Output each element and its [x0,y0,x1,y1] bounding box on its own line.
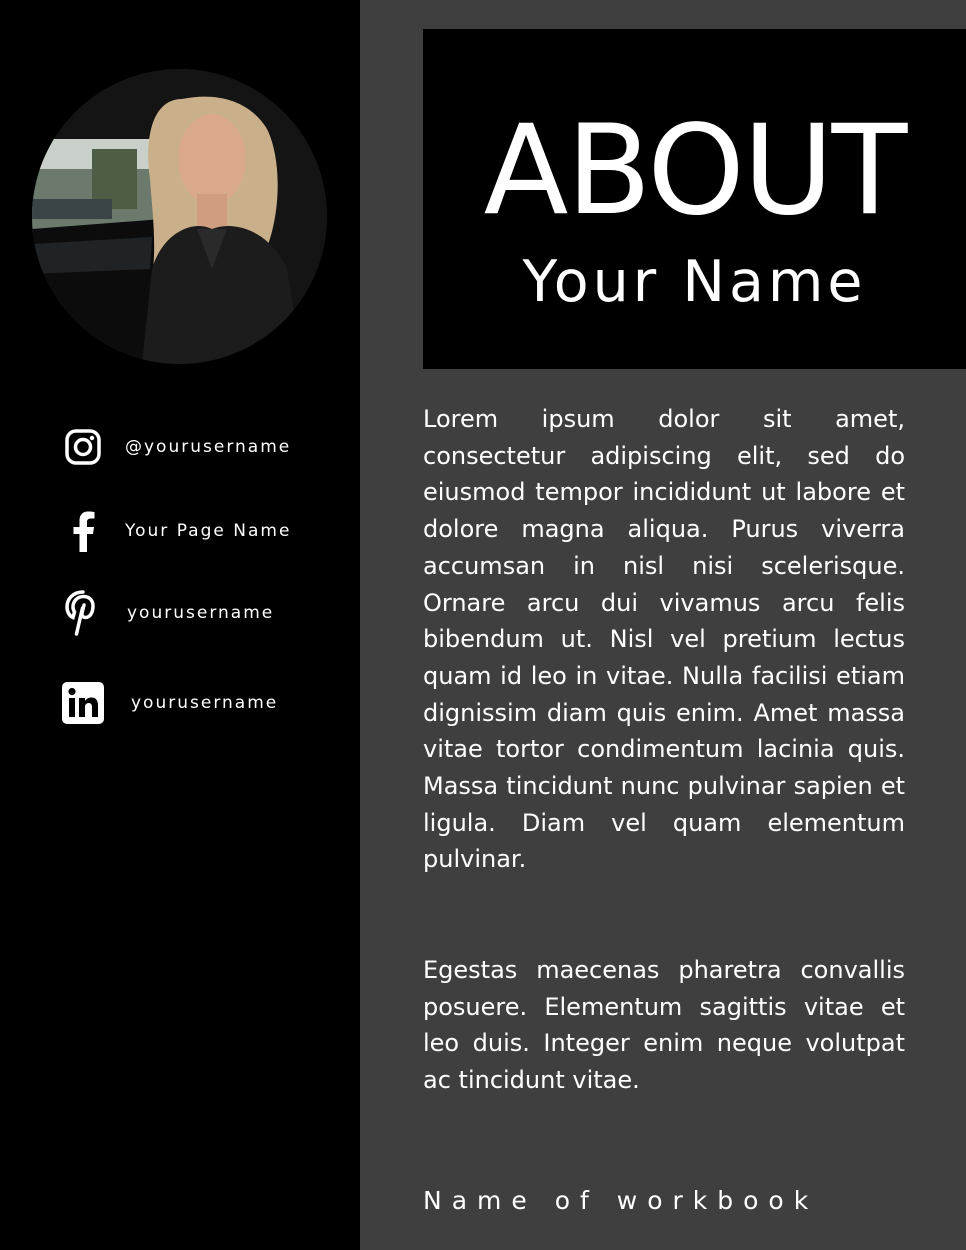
linkedin-icon [60,680,106,726]
instagram-icon [60,424,106,470]
footer-workbook-name: Name of workbook [423,1186,819,1215]
page-subtitle: Your Name [522,249,867,315]
body-paragraph-1: Lorem ipsum dolor sit amet, consectetur adipiscing elit, sed do eiusmod tempor incididunt ut labore et dolore magna aliqua. Purus viverra accumsan in nisl nisi scelerisque. Ornare arcu dui vivamus arcu felis bibendum ut. Nisl vel pretium lectus quam id leo in vitae. Nulla facilisi etiam dignissim diam quis enim. Amet massa vitae tortor condimentum lacinia quis. Massa tincidunt nunc pulvinar sapien et ligula. Diam vel quam elementum pulvinar. [423,405,905,874]
facebook-icon [60,508,106,554]
instagram-handle: @yourusername [125,437,292,457]
page-title: ABOUT [483,99,906,243]
portrait-photo [32,69,327,364]
body-paragraph-2: Egestas maecenas pharetra convallis posuere. Elementum sagittis vitae et leo duis. Integer enim neque volutpat ac tincidunt vitae. [423,956,905,1095]
pinterest-handle: yourusername [127,603,275,623]
social-facebook[interactable] [60,508,291,554]
social-pinterest[interactable] [60,590,274,636]
pinterest-icon [60,590,106,636]
facebook-page-name: Your Page Name [125,521,292,541]
social-linkedin[interactable] [60,680,278,726]
sidebar [0,0,360,1250]
linkedin-handle: yourusername [131,693,279,713]
social-instagram[interactable] [60,424,291,470]
header-box [423,29,966,369]
